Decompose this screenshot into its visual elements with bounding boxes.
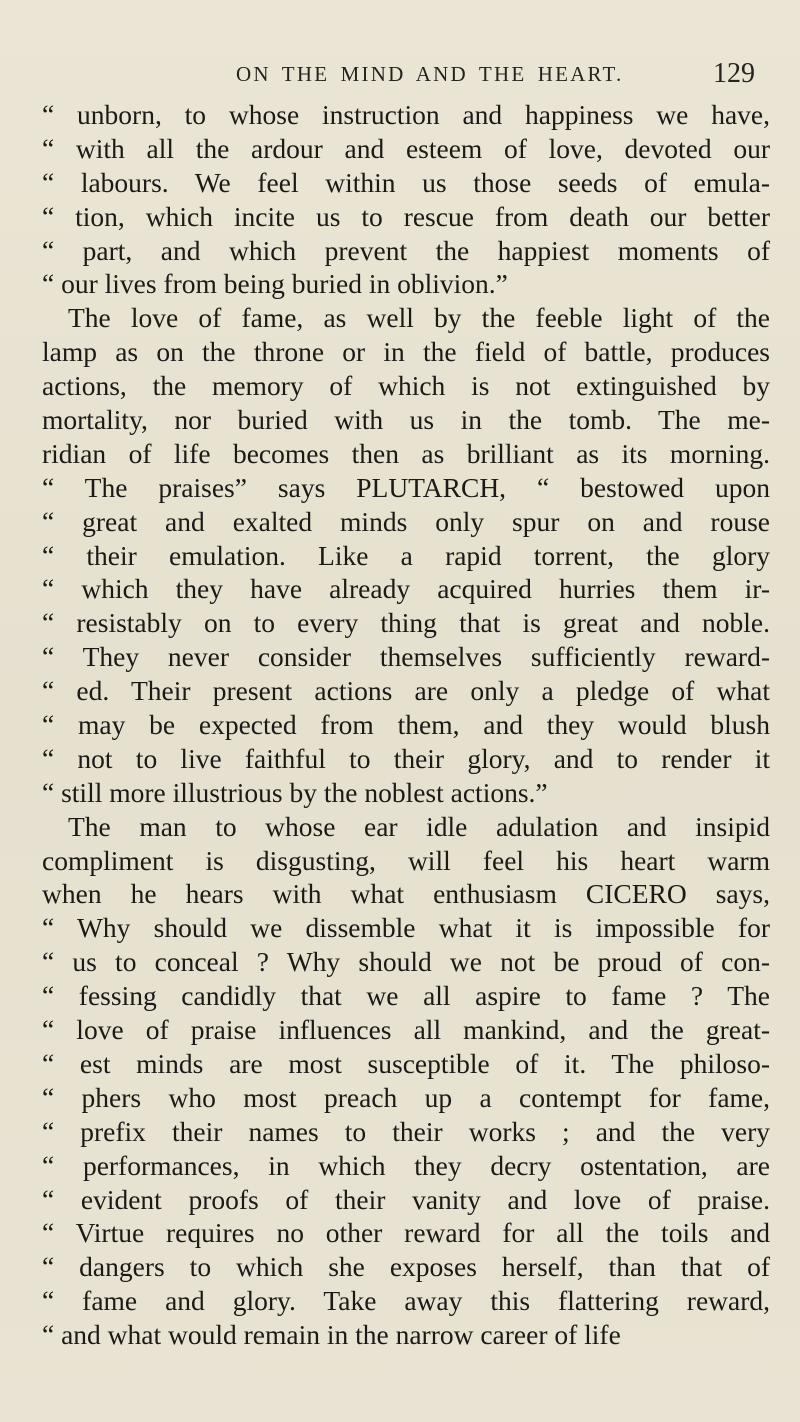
text-line: when he hears with what enthusiasm CICERO says, — [42, 878, 770, 910]
text-line: The man to whose ear idle adulation and insipid — [68, 810, 770, 842]
text-line: ridian of life becomes then as brilliant as its morning. — [42, 437, 770, 469]
text-line: “ which they have already acquired hurries them ir- — [42, 573, 770, 605]
text-line: “ their emulation. Like a rapid torrent, the glory — [42, 539, 770, 571]
text-line: “ ed. Their present actions are only a pledge of what — [42, 675, 770, 707]
text-line: “ performances, in which they decry ostentation, are — [42, 1149, 770, 1181]
text-line: “ fame and glory. Take away this flattering reward, — [42, 1285, 770, 1317]
text-line: “ us to conceal ? Why should we not be proud of con- — [42, 946, 770, 978]
text-line: “ may be expected from them, and they would blush — [42, 709, 770, 741]
text-line: “ still more illustrious by the noblest actions.” — [42, 776, 548, 808]
text-line: “ unborn, to whose instruction and happiness we have, — [42, 99, 770, 130]
text-line: “ They never consider themselves sufficiently reward- — [42, 641, 770, 673]
text-line: mortality, nor buried with us in the tomb. The me- — [42, 404, 770, 436]
text-line: actions, the memory of which is not extinguished by — [42, 370, 770, 402]
text-line: “ great and exalted minds only spur on and rouse — [42, 505, 770, 537]
page-number: 129 — [713, 58, 755, 89]
text-line: The love of fame, as well by the feeble light of the — [68, 302, 770, 334]
text-line: “ est minds are most susceptible of it. The philoso- — [42, 1047, 770, 1079]
text-line: “ Virtue requires no other reward for all the toils and — [42, 1217, 770, 1249]
body-text — [42, 98, 770, 1352]
text-line: “ labours. We feel within us those seeds of emula- — [42, 166, 770, 198]
text-line: “ not to live faithful to their glory, and to render it — [42, 742, 770, 774]
text-line: compliment is disgusting, will feel his heart warm — [42, 844, 770, 876]
text-line: “ and what would remain in the narrow career of life — [42, 1319, 621, 1351]
running-head: ON THE MIND AND THE HEART. — [236, 62, 624, 86]
text-line: lamp as on the throne or in the field of battle, produces — [42, 336, 770, 368]
text-line: “ prefix their names to their works ; and the very — [42, 1115, 770, 1147]
text-line: “ tion, which incite us to rescue from death our better — [42, 200, 770, 232]
text-line: “ dangers to which she exposes herself, than that of — [42, 1251, 770, 1283]
text-line: “ resistably on to every thing that is great and noble. — [42, 607, 770, 639]
text-line: “ love of praise influences all mankind, and the great- — [42, 1014, 770, 1046]
text-line: “ The praises” says PLUTARCH, “ bestowed upon — [42, 471, 770, 503]
text-line: “ fessing candidly that we all aspire to fame ? The — [42, 980, 770, 1012]
text-line: “ part, and which prevent the happiest moments of — [42, 234, 770, 266]
text-line: “ evident proofs of their vanity and love of praise. — [42, 1183, 770, 1215]
page-header — [0, 58, 800, 96]
text-line: “ with all the ardour and esteem of love, devoted our — [42, 132, 770, 164]
text-line: “ our lives from being buried in oblivion.” — [42, 268, 508, 300]
text-line: “ Why should we dissemble what it is impossible for — [42, 912, 770, 944]
text-line: “ phers who most preach up a contempt for fame, — [42, 1081, 770, 1113]
